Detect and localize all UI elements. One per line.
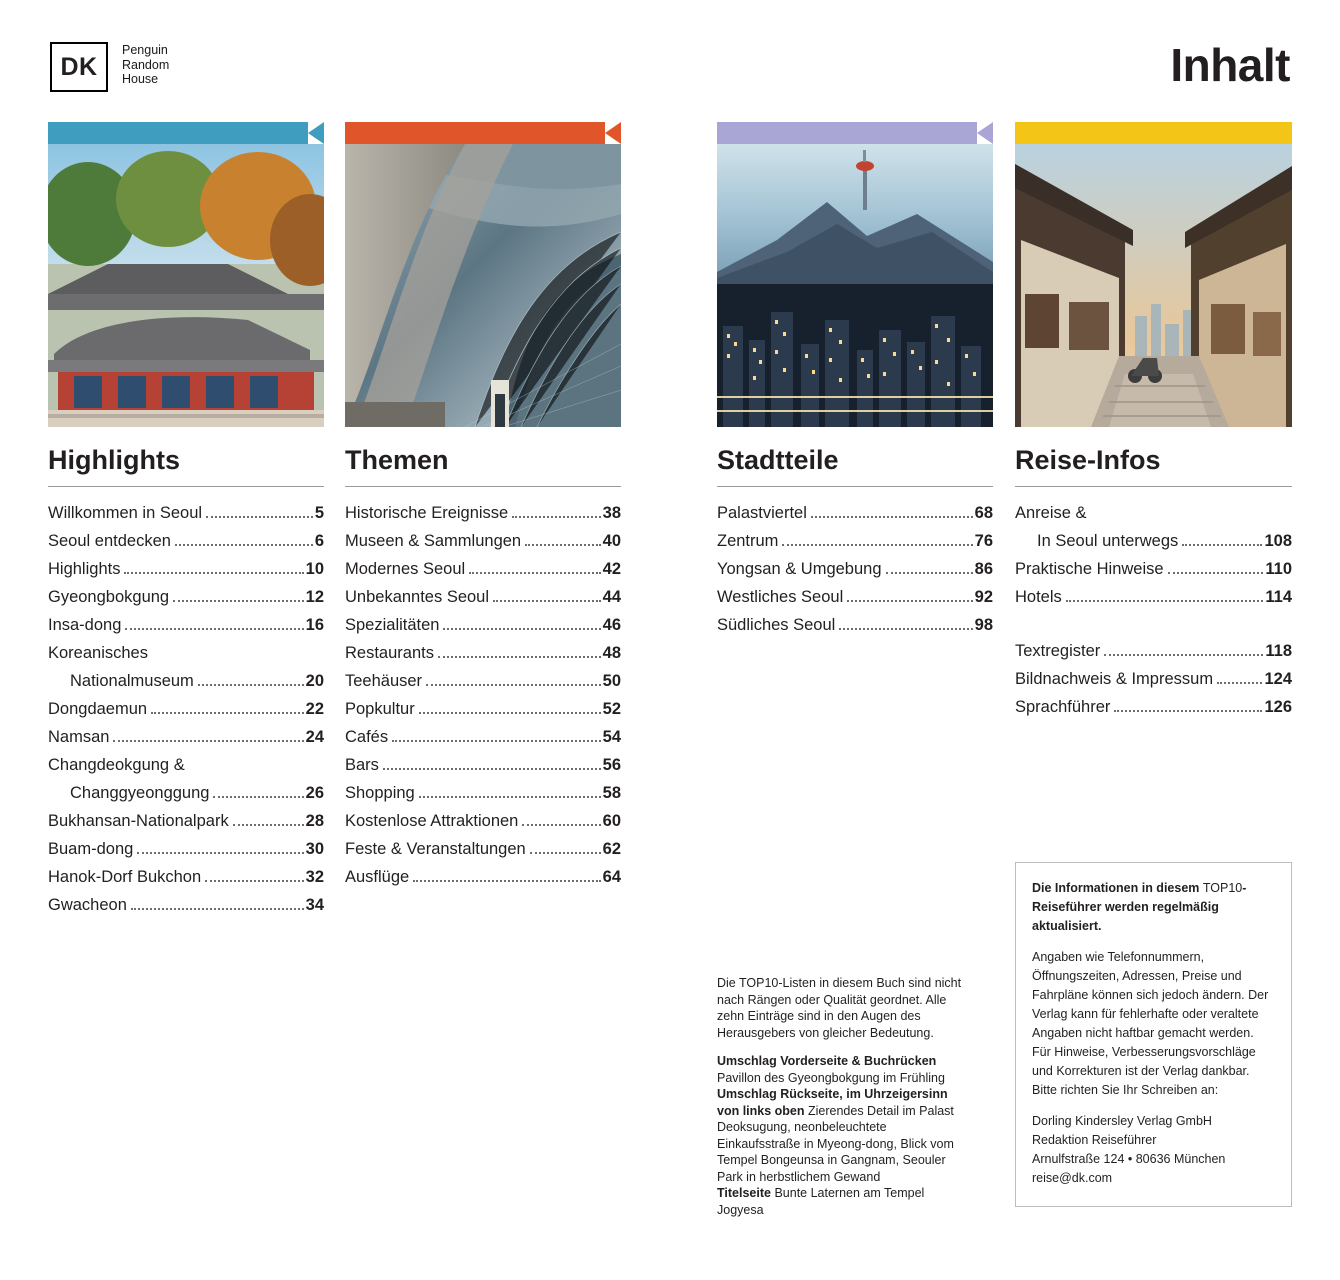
photo-highlights: [48, 144, 324, 427]
footnote-cover-text: Pavillon des Gyeongbokgung im Frühling: [717, 1070, 945, 1085]
toc-page: 108: [1264, 532, 1292, 550]
leader-dots: [426, 683, 601, 686]
leader-dots: [413, 879, 600, 882]
toc-item[interactable]: [48, 527, 324, 555]
section-heading-highlights: Highlights: [48, 445, 180, 475]
toc-label: Museen & Sammlungen: [345, 532, 522, 550]
toc-page: 46: [602, 616, 621, 634]
toc-item[interactable]: [717, 555, 993, 583]
toc-label: Restaurants: [345, 644, 434, 662]
footnote-title-text: Bunte Laternen am Tempel Jogyesa: [717, 1186, 925, 1217]
update-notice-box: [1015, 862, 1292, 1207]
leader-dots: [173, 599, 304, 602]
toc-item[interactable]: [345, 499, 621, 527]
footnote-credits: [717, 1053, 972, 1218]
leader-dots: [233, 823, 304, 826]
toc-item[interactable]: [345, 695, 621, 723]
toc-item[interactable]: [345, 527, 621, 555]
toc-page: 98: [974, 616, 993, 634]
toc-item[interactable]: [48, 723, 324, 751]
footnote-cover-label: Umschlag Vorderseite & Buchrücken: [717, 1054, 937, 1068]
toc-label: Bars: [345, 756, 379, 774]
toc-label: Teehäuser: [345, 672, 423, 690]
toc-item[interactable]: [345, 583, 621, 611]
notice-address-line-1: Dorling Kindersley Verlag GmbH: [1032, 1114, 1212, 1128]
section-themen: [345, 122, 621, 891]
toc-item[interactable]: [717, 583, 993, 611]
page-title: Inhalt: [1170, 39, 1290, 91]
section-heading-stadtteile: Stadtteile: [717, 445, 839, 475]
toc-label: Dongdaemun: [48, 700, 148, 718]
toc-page: 124: [1264, 670, 1292, 688]
toc-page: 12: [305, 588, 324, 606]
toc-label: Shopping: [345, 784, 415, 802]
leader-dots: [124, 571, 303, 574]
leader-dots: [205, 879, 303, 882]
toc-page: 110: [1265, 560, 1292, 578]
photo-themen: [345, 144, 621, 427]
toc-page: 28: [305, 812, 324, 830]
toc-item[interactable]: [345, 863, 621, 891]
notice-top10-mark: TOP10: [1202, 881, 1243, 895]
leader-dots: [175, 543, 313, 546]
toc-label: Spezialitäten: [345, 616, 440, 634]
leader-dots: [1066, 599, 1264, 602]
leader-dots: [1114, 709, 1262, 712]
toc-item[interactable]: [48, 695, 324, 723]
toc-page: 5: [314, 504, 324, 522]
notice-intro: [1032, 879, 1275, 936]
ribbon-highlights: [48, 122, 324, 144]
toc-item[interactable]: [48, 639, 324, 695]
toc-label: Bildnachweis & Impressum: [1015, 670, 1214, 688]
toc-page: 126: [1264, 698, 1292, 716]
toc-page: 6: [314, 532, 324, 550]
leader-dots: [137, 851, 303, 854]
toc-label: Westliches Seoul: [717, 588, 844, 606]
toc-list-reise-infos: [1015, 499, 1292, 721]
toc-list-highlights: [48, 499, 324, 919]
leader-dots: [811, 515, 973, 518]
toc-label: Sprachführer: [1015, 698, 1111, 716]
toc-label: Zentrum: [717, 532, 779, 550]
toc-item[interactable]: [48, 583, 324, 611]
toc-page: 30: [305, 840, 324, 858]
footnote-top10-note: Die TOP10-Listen in diesem Buch sind nicht nach Rängen oder Qualität geordnet. Alle zehn Einträge sind in den Augen des Herausgebers von gleicher Bedeutung.: [717, 976, 962, 1040]
toc-label-continued: Changgyeonggung: [70, 784, 210, 802]
toc-label: Koreanisches: [48, 644, 148, 662]
toc-item[interactable]: [717, 611, 993, 639]
prh-line-3: House: [122, 72, 159, 86]
prh-line-1: Penguin: [122, 43, 168, 57]
section-heading-themen: Themen: [345, 445, 449, 475]
toc-item[interactable]: [717, 499, 993, 527]
notice-intro-b: -Reiseführer werden regelmäßig aktualisiert.: [1032, 881, 1247, 933]
leader-dots: [419, 795, 601, 798]
toc-page: 60: [602, 812, 621, 830]
toc-label: Cafés: [345, 728, 389, 746]
leader-dots: [392, 739, 601, 742]
toc-page: 92: [974, 588, 993, 606]
toc-label: Willkommen in Seoul: [48, 504, 203, 522]
notice-intro-a: Die Informationen in diesem: [1032, 881, 1203, 895]
section-reise-infos: [1015, 122, 1292, 721]
leader-dots: [530, 851, 601, 854]
dk-logo-mark: DK: [50, 42, 108, 92]
toc-page: 40: [602, 532, 621, 550]
ribbon-reise-infos: [1015, 122, 1292, 144]
toc-item[interactable]: [48, 863, 324, 891]
footnote-title-label: Titelseite: [717, 1186, 771, 1200]
toc-page: 64: [602, 868, 621, 886]
toc-label: Hanok-Dorf Bukchon: [48, 868, 202, 886]
leader-dots: [438, 655, 601, 658]
toc-page: 26: [305, 784, 324, 802]
toc-label: Südliches Seoul: [717, 616, 836, 634]
toc-list-themen: [345, 499, 621, 891]
toc-item[interactable]: [1015, 499, 1292, 555]
toc-label: Modernes Seoul: [345, 560, 466, 578]
leader-dots: [206, 515, 313, 518]
leader-dots: [213, 795, 303, 798]
leader-dots: [493, 599, 601, 602]
toc-label: Changdeokgung &: [48, 756, 185, 774]
toc-page: 20: [305, 672, 324, 690]
toc-item[interactable]: [48, 807, 324, 835]
leader-dots: [383, 767, 601, 770]
toc-page: 118: [1265, 642, 1292, 660]
footnote-back-text: Zierendes Detail im Palast Deoksugung, neonbeleuchtete Einkaufsstraße in Myeong-dong, Blick vom Tempel Bongeunsa in Gangnam, Seouler Park in herbstlichem Gewand: [717, 1103, 954, 1184]
toc-page: 42: [602, 560, 621, 578]
toc-page: 52: [602, 700, 621, 718]
section-stadtteile: [717, 122, 993, 639]
toc-item[interactable]: [345, 611, 621, 639]
notice-address: [1032, 1112, 1275, 1188]
toc-page: 32: [305, 868, 324, 886]
section-highlights: [48, 122, 324, 919]
photo-reise-infos: [1015, 144, 1292, 427]
leader-dots: [125, 627, 303, 630]
toc-page: 44: [602, 588, 621, 606]
toc-item[interactable]: [1015, 555, 1292, 583]
toc-page: 16: [305, 616, 324, 634]
toc-page: 22: [305, 700, 324, 718]
toc-item[interactable]: [48, 555, 324, 583]
leader-dots: [1182, 543, 1262, 546]
toc-label-continued: In Seoul unterwegs: [1037, 532, 1179, 550]
footnote-back-label: Umschlag Rückseite, im Uhrzeigersinn von links oben: [717, 1087, 948, 1118]
prh-line-2: Random: [122, 57, 170, 72]
publisher-logo: [50, 42, 169, 92]
toc-list-stadtteile: [717, 499, 993, 639]
toc-label: Namsan: [48, 728, 110, 746]
toc-label: Gwacheon: [48, 896, 127, 914]
notice-email[interactable]: reise@dk.com: [1032, 1171, 1113, 1185]
leader-dots: [198, 683, 304, 686]
toc-label: Buam-dong: [48, 840, 134, 858]
toc-item[interactable]: [345, 723, 621, 751]
toc-label: Textregister: [1015, 642, 1101, 660]
toc-page: 48: [602, 644, 621, 662]
leader-dots: [839, 627, 972, 630]
toc-label: Praktische Hinweise: [1015, 560, 1164, 578]
penguin-random-house-label: [122, 42, 169, 87]
toc-page: 56: [602, 756, 621, 774]
toc-label: Popkultur: [345, 700, 415, 718]
toc-label: Unbekanntes Seoul: [345, 588, 490, 606]
toc-label: Historische Ereignisse: [345, 504, 509, 522]
toc-label: Gyeongbokgung: [48, 588, 170, 606]
toc-label: Palastviertel: [717, 504, 807, 522]
toc-page: 54: [602, 728, 621, 746]
leader-dots: [1217, 681, 1262, 684]
toc-item[interactable]: [48, 751, 324, 807]
toc-label: Feste & Veranstaltungen: [345, 840, 526, 858]
toc-page: 10: [305, 560, 324, 578]
toc-item[interactable]: [345, 555, 621, 583]
toc-label: Insa-dong: [48, 616, 122, 634]
divider-themen: [345, 486, 621, 487]
toc-item[interactable]: [48, 611, 324, 639]
toc-item[interactable]: [48, 835, 324, 863]
toc-item[interactable]: [345, 751, 621, 779]
toc-item[interactable]: [345, 639, 621, 667]
ribbon-stadtteile: [717, 122, 993, 144]
leader-dots: [847, 599, 972, 602]
leader-dots: [443, 627, 600, 630]
toc-item[interactable]: [48, 499, 324, 527]
toc-page: 50: [602, 672, 621, 690]
divider-stadtteile: [717, 486, 993, 487]
toc-item[interactable]: [345, 807, 621, 835]
toc-item[interactable]: [345, 779, 621, 807]
toc-page: 34: [305, 896, 324, 914]
toc-item[interactable]: [345, 835, 621, 863]
toc-page: 76: [974, 532, 993, 550]
divider-reise-infos: [1015, 486, 1292, 487]
notice-address-line-2: Redaktion Reiseführer: [1032, 1133, 1157, 1147]
leader-dots: [525, 543, 601, 546]
toc-item[interactable]: [1015, 693, 1292, 721]
toc-label: Bukhansan-Nationalpark: [48, 812, 229, 830]
toc-label: Yongsan & Umgebung: [717, 560, 882, 578]
notice-address-line-3: Arnulfstraße 124 • 80636 München: [1032, 1152, 1226, 1166]
ribbon-themen: [345, 122, 621, 144]
divider-highlights: [48, 486, 324, 487]
leader-dots: [1104, 653, 1263, 656]
toc-label: Hotels: [1015, 588, 1062, 606]
leader-dots: [419, 711, 601, 714]
toc-page: 114: [1265, 588, 1292, 606]
photo-stadtteile: [717, 144, 993, 427]
toc-page: 58: [602, 784, 621, 802]
leader-dots: [113, 739, 303, 742]
toc-label-continued: Nationalmuseum: [70, 672, 194, 690]
toc-page: 86: [974, 560, 993, 578]
toc-spacer: [1015, 611, 1292, 637]
toc-label: Anreise &: [1015, 504, 1087, 522]
leader-dots: [512, 515, 600, 518]
leader-dots: [522, 823, 600, 826]
toc-item[interactable]: [48, 891, 324, 919]
leader-dots: [151, 711, 304, 714]
notice-body: Angaben wie Telefonnummern, Öffnungszeiten, Adressen, Preise und Fahrpläne können sich jedoch ändern. Der Verlag kann für fehlerhafte oder veraltete Angaben nicht haftbar gemacht werden. Für Hinweise, Verbesserungsvorschläge und Korrekturen ist der Verlag dankbar. Bitte richten Sie Ihr Schreiben an:: [1032, 950, 1269, 1097]
leader-dots: [131, 907, 304, 910]
toc-item[interactable]: [1015, 637, 1292, 665]
toc-page: 62: [602, 840, 621, 858]
leader-dots: [1168, 571, 1264, 574]
toc-item[interactable]: [717, 527, 993, 555]
toc-page: 38: [602, 504, 621, 522]
toc-label: Highlights: [48, 560, 121, 578]
leader-dots: [469, 571, 600, 574]
toc-item[interactable]: [1015, 583, 1292, 611]
toc-page: 24: [305, 728, 324, 746]
toc-label: Seoul entdecken: [48, 532, 171, 550]
leader-dots: [782, 543, 972, 546]
toc-label: Ausflüge: [345, 868, 410, 886]
toc-label: Kostenlose Attraktionen: [345, 812, 519, 830]
footnote-block: [717, 975, 972, 1230]
toc-page: 68: [974, 504, 993, 522]
toc-item[interactable]: [1015, 665, 1292, 693]
leader-dots: [886, 571, 973, 574]
section-heading-reise-infos: Reise-Infos: [1015, 445, 1161, 475]
toc-item[interactable]: [345, 667, 621, 695]
